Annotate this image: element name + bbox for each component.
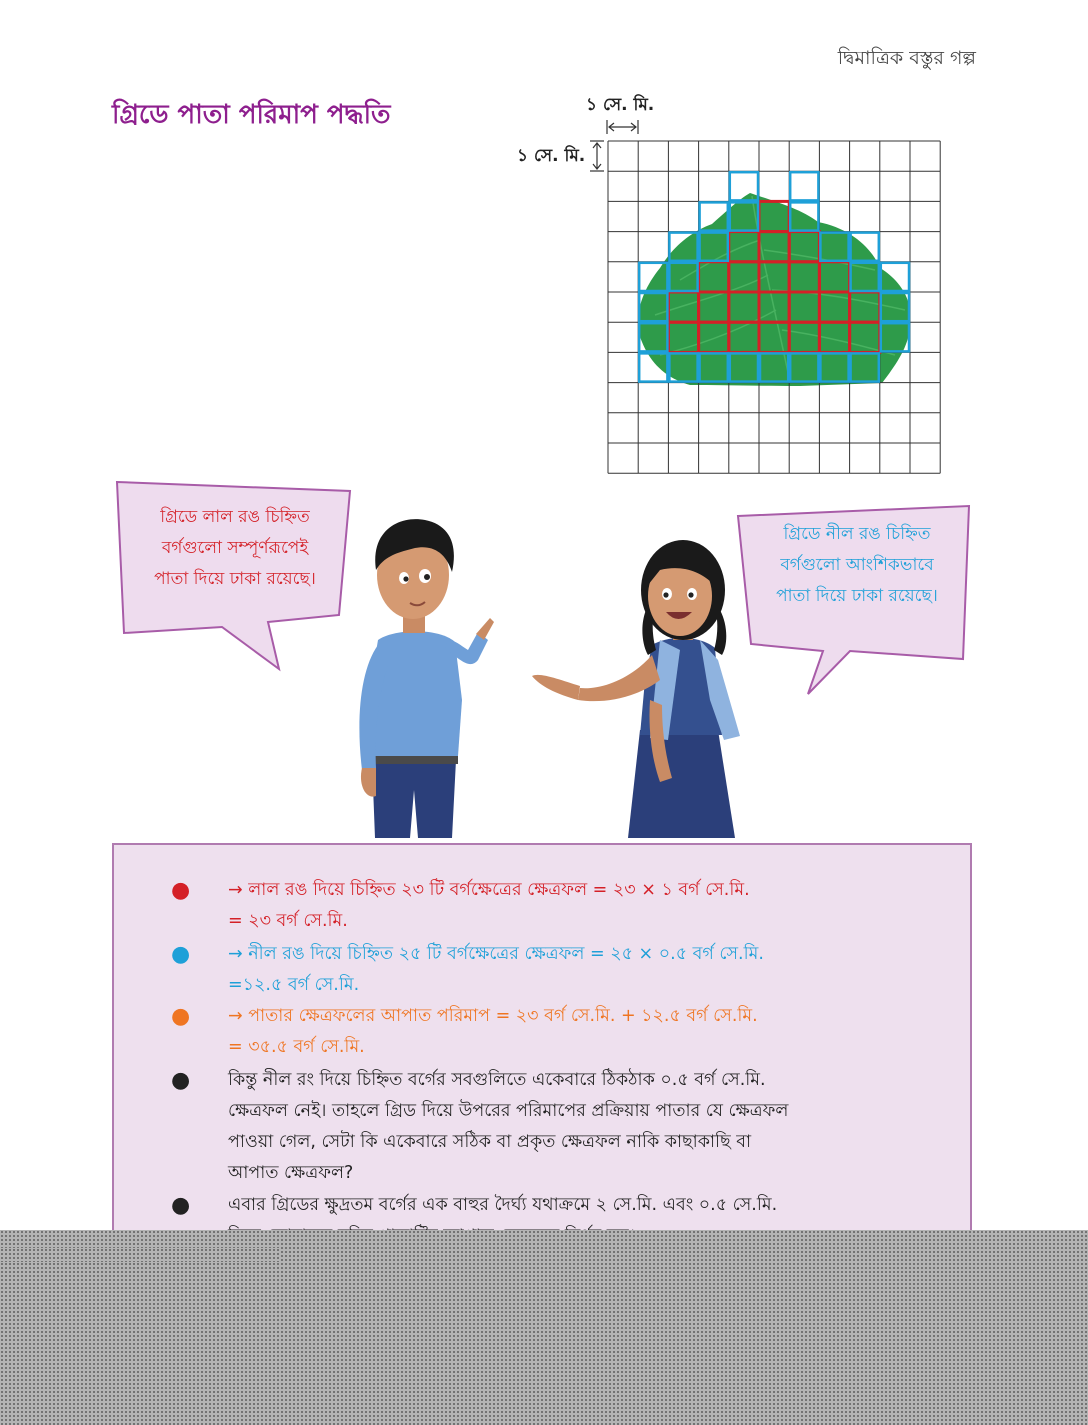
bullet-line: ক্ষেত্রফল নেই। তাহলে গ্রিড দিয়ে উপরের পরিমাপের প্রক্রিয়ায় পাতার যে ক্ষেত্রফল (228, 1101, 789, 1121)
bubble-line: পাতা দিয়ে ঢাকা রয়েছে। (154, 569, 316, 589)
bullet-line: এবার গ্রিডের ক্ষুদ্রতম বর্গের এক বাহুর দৈর্ঘ্য যথাক্রমে ২ সে.মি. এবং ০.৫ সে.মি. (228, 1195, 778, 1215)
bubble-line: গ্রিডে লাল রঙ চিহ্নিত (160, 507, 310, 527)
scale-label-horizontal: ১ সে. মি. (586, 95, 655, 115)
bullet-dot-blue: ● (171, 942, 191, 967)
bullet-line: = ৩৫.৫ বর্গ সে.মি. (228, 1037, 365, 1057)
bullet-line: =১২.৫ বর্গ সে.মি. (228, 975, 360, 995)
bullet-line: → পাতার ক্ষেত্রফলের আপাত পরিমাপ = ২৩ বর্গ সে.মি. + ১২.৫ বর্গ সে.মি. (228, 1006, 758, 1026)
bullet-line: = ২৩ বর্গ সে.মি. (228, 911, 348, 931)
bubble-line: গ্রিডে নীল রঙ চিহ্নিত (783, 524, 931, 544)
bullet-dot-orange: ● (171, 1004, 191, 1029)
bullet-dot-black: ● (171, 1068, 191, 1093)
blue-square (790, 172, 818, 200)
boy-illustration (340, 515, 510, 840)
running-header: দ্বিমাত্রিক বস্তুর গল্প (837, 47, 976, 69)
scale-arrow-horizontal (607, 120, 638, 134)
bullet-line: কিন্তু নীল রং দিয়ে চিহ্নিত বর্গের সবগুলিতে একেবারে ঠিকঠাক ০.৫ বর্গ সে.মি. (228, 1070, 766, 1090)
bullet-line: আপাত ক্ষেত্রফল? (228, 1163, 354, 1183)
speech-bubble-left-text (130, 502, 340, 595)
bullet-dot-black: ● (171, 1193, 191, 1218)
bullet-line: → নীল রঙ দিয়ে চিহ্নিত ২৫ টি বর্গক্ষেত্রের ক্ষেত্রফল = ২৫ × ০.৫ বর্গ সে.মি. (228, 944, 764, 964)
scale-label-vertical: ১ সে. মি. (517, 146, 586, 166)
scan-noise-edge (0, 1248, 280, 1262)
leaf-grid-figure (560, 110, 960, 490)
scale-arrow-vertical (590, 141, 604, 171)
bubble-line: বর্গগুলো সম্পূর্ণরূপেই (161, 538, 309, 558)
speech-bubble-right-text (752, 519, 962, 612)
bubble-line: বর্গগুলো আংশিকভাবে (780, 555, 934, 575)
bullet-dot-red: ● (171, 878, 191, 903)
bullet-line: → লাল রঙ দিয়ে চিহ্নিত ২৩ টি বর্গক্ষেত্রের ক্ষেত্রফল = ২৩ × ১ বর্গ সে.মি. (228, 880, 750, 900)
girl-illustration (525, 535, 750, 840)
bullet-line: পাওয়া গেল, সেটা কি একেবারে সঠিক বা প্রকৃত ক্ষেত্রফল নাকি কাছাকাছি বা (228, 1132, 752, 1152)
section-title: গ্রিডে পাতা পরিমাপ পদ্ধতি (112, 100, 391, 130)
info-box (112, 843, 972, 1263)
bubble-line: পাতা দিয়ে ঢাকা রয়েছে। (776, 586, 938, 606)
